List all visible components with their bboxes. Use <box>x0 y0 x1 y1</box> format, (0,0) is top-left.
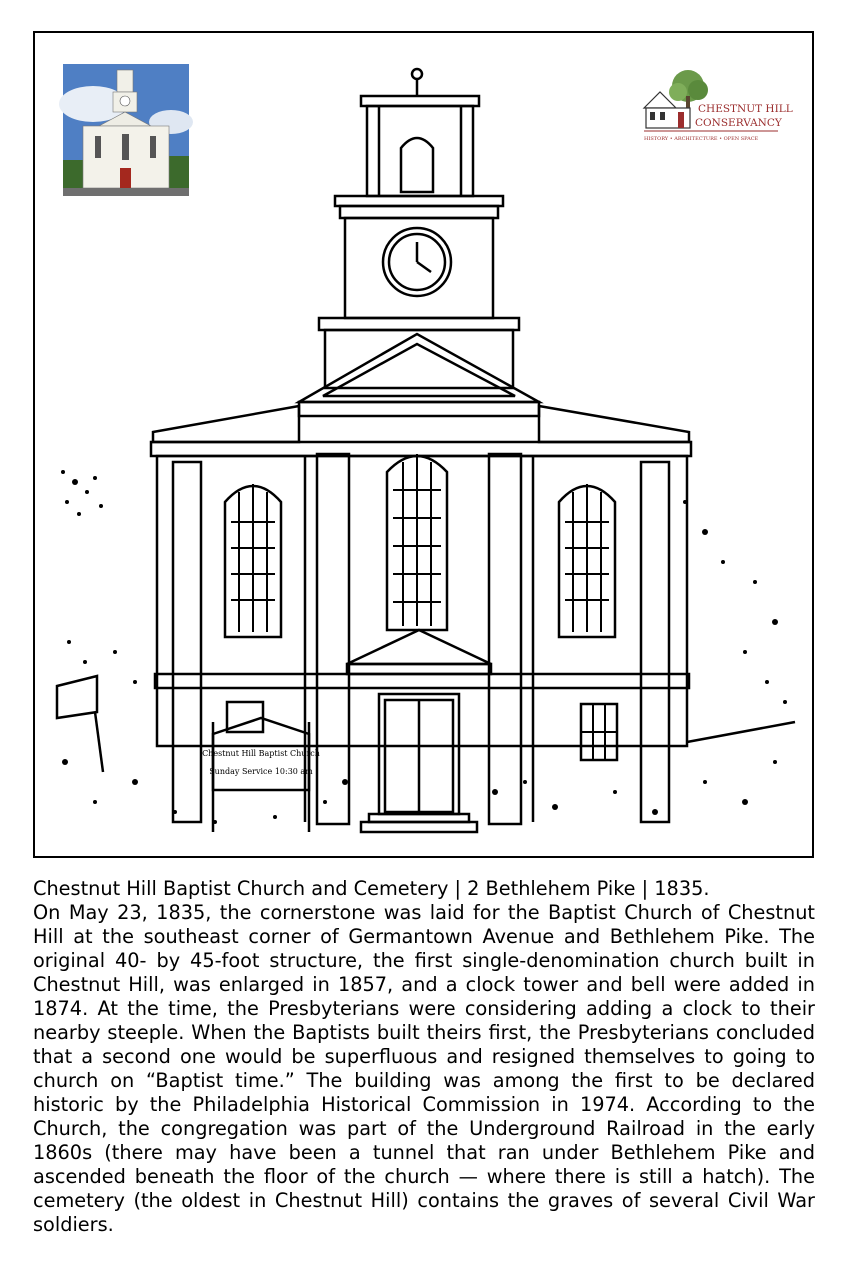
belfry <box>367 106 473 196</box>
caption-title: Chestnut Hill Baptist Church and Cemetery | 2 Bethlehem Pike | 1835. <box>33 877 710 900</box>
conservancy-logo <box>640 68 793 148</box>
belfry-opening <box>401 138 433 192</box>
right-pilaster <box>641 462 669 822</box>
belfry-cornice <box>361 96 479 106</box>
door-pediment <box>347 630 491 664</box>
foliage <box>61 470 787 824</box>
church-sign-title: Chestnut Hill Baptist Church <box>202 749 320 758</box>
left-pilaster <box>173 462 201 822</box>
logo-name-line2: CONSERVANCY <box>695 117 782 129</box>
church-sign-service: Sunday Service 10:30 am <box>209 767 313 776</box>
left-roof <box>153 406 299 442</box>
logo-name-line1: CHESTNUT HILL <box>698 103 793 115</box>
church-photo-thumbnail <box>63 64 189 196</box>
caption-body: On May 23, 1835, the cornerstone was laid for the Baptist Church of Chestnut Hill at the southeast corner of Germantown Avenue and Bethlehem Pike. The original 40- by 45-foot structure, the first single-denomination church built in Chestnut Hill, was enlarged in 1857, and a clock tower and bell were added in 1874. At the time, the Presbyterians were considering adding a clock to their nearby steeple. When the Baptists built theirs first, the Presbyterians concluded that a second one would be superfluous and resigned themselves to going to church on “Baptist time.” The building was among the first to be declared historic by the Philadelphia Historical Commission in 1974. According to the Church, the congregation was part of the Underground Railroad in the early 1860s (there may have been a tunnel that ran under Bethlehem Pike and ascended beneath the floor of the church — where there is still a hatch). The cemetery (the oldest in Chestnut Hill) contains the graves of several Civil War soldiers. <box>33 901 815 1236</box>
finial <box>412 69 422 79</box>
caption <box>33 877 815 1237</box>
logo-tagline: HISTORY • ARCHITECTURE • OPEN SPACE <box>644 136 759 142</box>
right-roof <box>539 406 689 442</box>
